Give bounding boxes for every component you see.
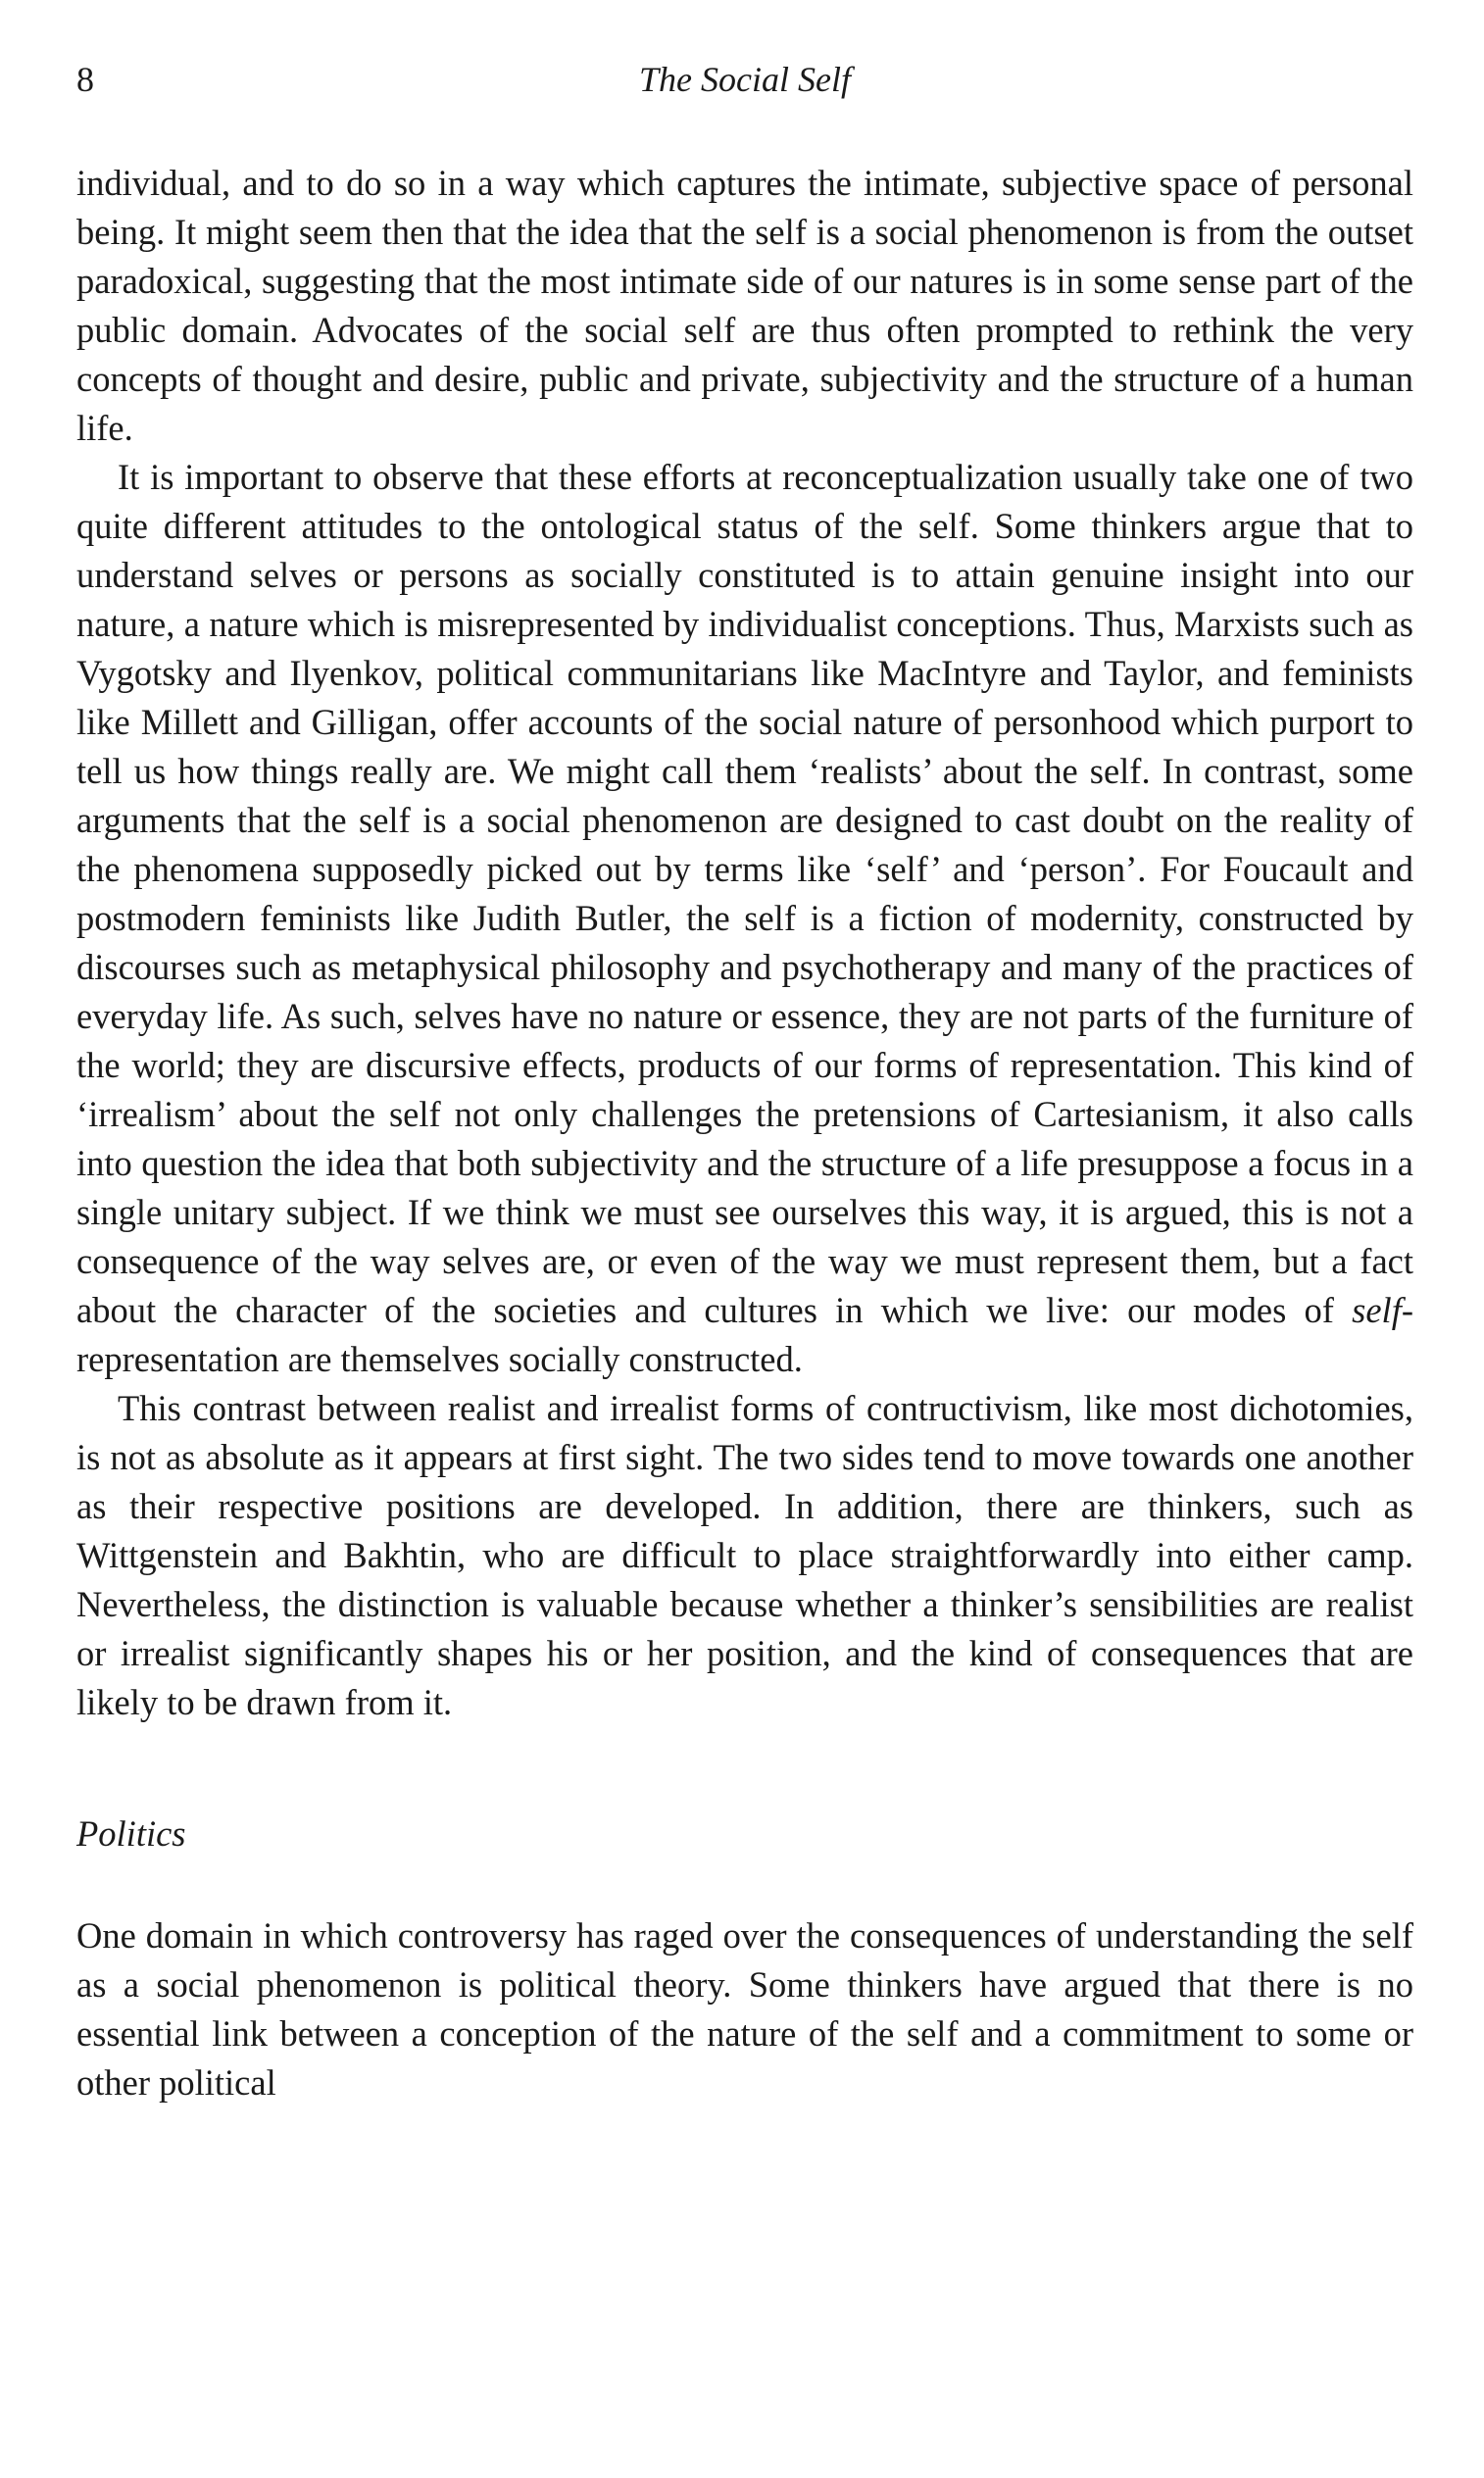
section-heading-politics: Politics	[76, 1813, 186, 1854]
book-page	[76, 59, 1413, 2107]
paragraph-text: individual, and to do so in a way which captures the intimate, subjective space of personal being. It might seem then that the idea that the self is a social phenomenon is from the outset paradoxical, suggesting that the most intimate side of our natures is in some sense part of the public domain. Advocates of the social self are thus often prompted to rethink the very concepts of thought and desire, public and private, subjectivity and the structure of a human life.	[76, 163, 1413, 448]
paragraph-text-continued: -representation are themselves socially constructed.	[76, 1290, 1413, 1379]
emphasis-self: self	[1352, 1290, 1402, 1330]
paragraph-3	[76, 1384, 1413, 1727]
body-text	[76, 159, 1413, 2107]
running-head	[76, 59, 1413, 118]
running-title: The Social Self	[639, 60, 851, 99]
paragraph-text: It is important to observe that these efforts at reconceptualization usually take one of two quite different attitudes to the ontological status of the self. Some thinkers argue that to understand selves or persons as socially constituted is to attain genuine insight into our nature, a nature which is misrepresented by individualist conceptions. Thus, Marxists such as Vygotsky and Ilyenkov, political communitarians like MacIntyre and Taylor, and feminists like Millett and Gilligan, offer accounts of the social nature of personhood which purport to tell us how things really are. We might call them ‘realists’ about the self. In contrast, some arguments that the self is a social phenomenon are designed to cast doubt on the reality of the phenomena supposedly picked out by terms like ‘self’ and ‘person’. For Foucault and postmodern feminists like Judith Butler, the self is a fiction of modernity, constructed by discourses such as metaphysical philosophy and psychotherapy and many of the practices of everyday life. As such, selves have no nature or essence, they are not parts of the furniture of the world; they are discursive effects, products of our forms of representation. This kind of ‘irrealism’ about the self not only challenges the pretensions of Cartesianism, it also calls into question the idea that both subjectivity and the structure of a life presuppose a focus in a single unitary subject. If we think we must see ourselves this way, it is argued, this is not a consequence of the way selves are, or even of the way we must represent them, but a fact about the character of the societies and cultures in which we live: our modes of	[76, 457, 1413, 1330]
paragraph-2	[76, 453, 1413, 1384]
paragraph-politics: One domain in which controversy has raged over the consequences of understanding the self as a social phenomenon is political theory. Some thinkers have argued that there is no essential link between a conception of the nature of the self and a commitment to some or other political	[76, 1915, 1413, 2103]
paragraph-1	[76, 159, 1413, 453]
page-number: 8	[76, 60, 94, 99]
paragraph-text: This contrast between realist and irrealist forms of contructivism, like most dichotomies, is not as absolute as it appears at first sight. The two sides tend to move towards one another as their respective positions are developed. In addition, there are thinkers, such as Wittgenstein and Bakhtin, who are difficult to place straightforwardly into either camp. Nevertheless, the distinction is valuable because whether a thinker’s sensibilities are realist or irrealist significantly shapes his or her position, and the kind of consequences that are likely to be drawn from it.	[76, 1388, 1413, 1722]
